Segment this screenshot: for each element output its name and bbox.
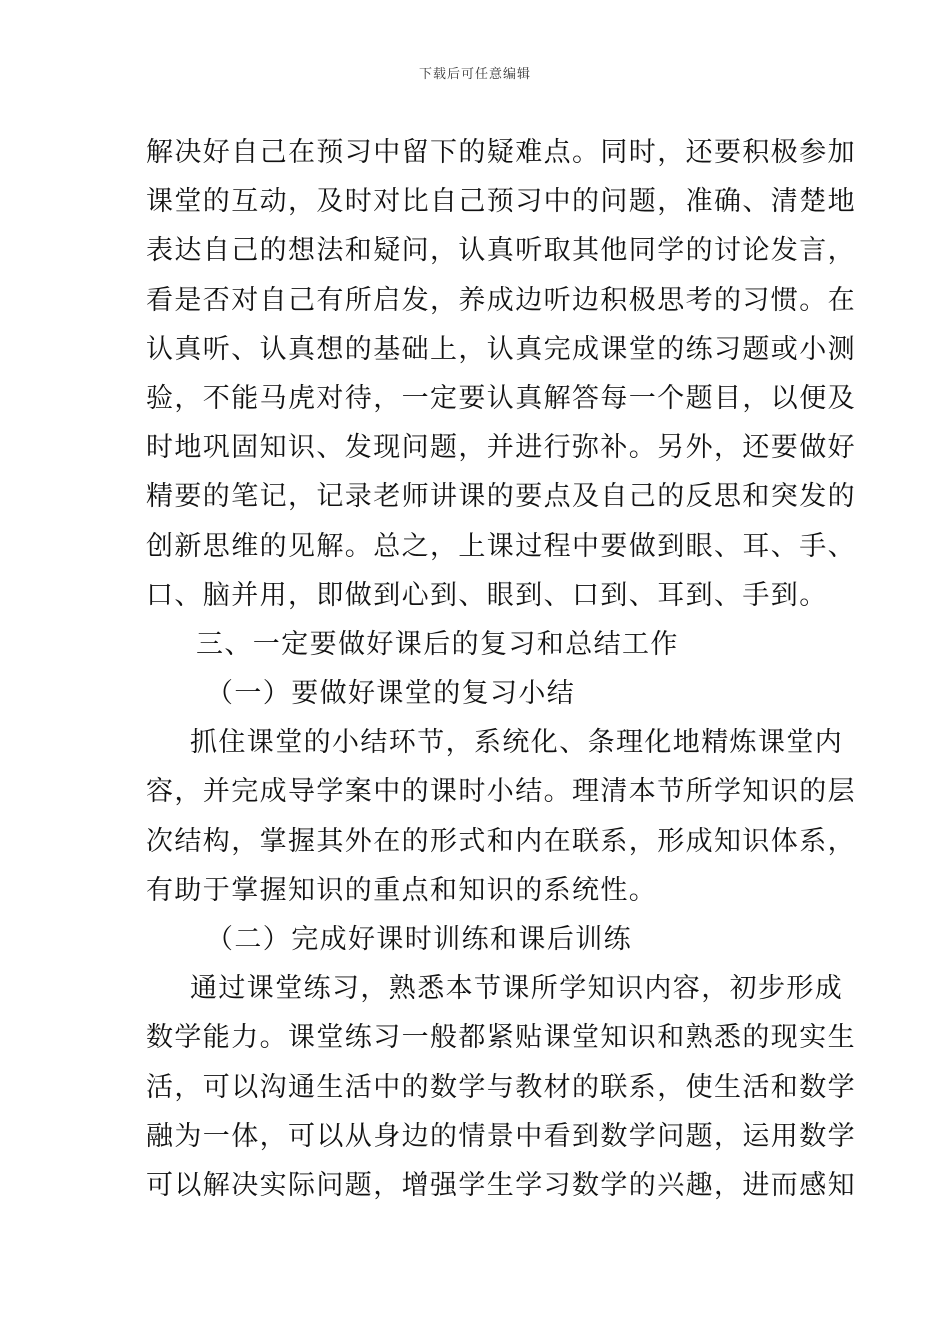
text-line: 口、脑并用，即做到心到、眼到、口到、耳到、手到。 <box>146 579 828 611</box>
text-line: 解决好自己在预习中留下的疑难点。同时，还要积极参加 <box>146 137 856 168</box>
text-line: 验，不能马虎对待，一定要认真解答每一个题目，以便及 <box>146 382 856 414</box>
text-line: 可以解决实际问题，增强学生学习数学的兴趣，进而感知 <box>146 1169 856 1201</box>
text-line: 精要的笔记，记录老师讲课的要点及自己的反思和突发的 <box>146 481 856 513</box>
text-line: 容，并完成导学案中的课时小结。理清本节所学知识的层 <box>146 776 856 808</box>
text-line: （一）要做好课堂的复习小结 <box>206 678 576 710</box>
text-line: （二）完成好课时训练和课后训练 <box>206 924 632 955</box>
text-line: 次结构，掌握其外在的形式和内在联系，形成知识体系， <box>146 825 856 857</box>
text-line: 创新思维的见解。总之，上课过程中要做到眼、耳、手、 <box>146 530 856 562</box>
text-line: 数学能力。课堂练习一般都紧贴课堂知识和熟悉的现实生 <box>146 1022 856 1054</box>
text-line: 三、一定要做好课后的复习和总结工作 <box>196 628 679 660</box>
text-line: 有助于掌握知识的重点和知识的系统性。 <box>146 874 658 906</box>
text-line: 课堂的互动，及时对比自己预习中的问题，准确、清楚地 <box>146 186 856 218</box>
text-line: 通过课堂练习，熟悉本节课所学知识内容，初步形成 <box>190 973 844 1005</box>
text-line: 活，可以沟通生活中的数学与教材的联系，使生活和数学 <box>146 1071 856 1103</box>
document-body <box>146 128 856 1210</box>
text-line: 时地巩固知识、发现问题，并进行弥补。另外，还要做好 <box>146 432 856 464</box>
text-line: 融为一体，可以从身边的情景中看到数学问题，运用数学 <box>146 1120 856 1152</box>
text-line: 抓住课堂的小结环节，系统化、条理化地精炼课堂内 <box>190 727 844 759</box>
text-line: 表达自己的想法和疑问，认真听取其他同学的讨论发言， <box>146 235 856 267</box>
page-header: 下载后可任意编辑 <box>418 67 531 82</box>
text-line: 认真听、认真想的基础上，认真完成课堂的练习题或小测 <box>146 333 856 365</box>
text-line: 看是否对自己有所启发，养成边听边积极思考的习惯。在 <box>146 284 856 316</box>
